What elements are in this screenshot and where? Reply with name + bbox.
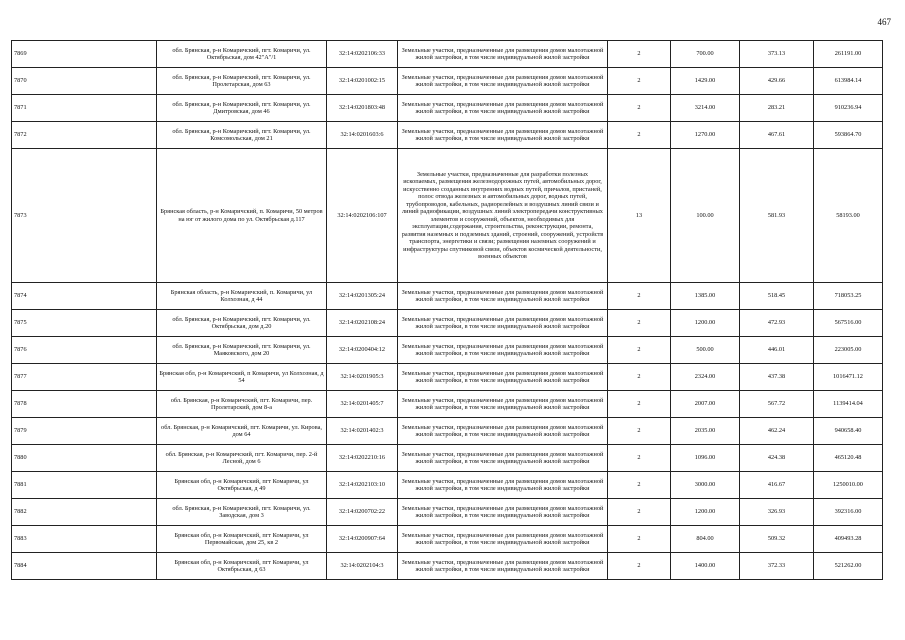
- land-category-cell: Земельные участки, предназначенные для размещения домов малоэтажной жилой застройки, в том числе индивидуальной жилой застройки: [398, 310, 608, 337]
- area-cell: 1400.00: [671, 553, 740, 580]
- category-code-cell: 2: [608, 445, 671, 472]
- address-cell: Брянская область, р-н Комаричский, п. Комаричи, ул Колхозная, д 44: [157, 283, 327, 310]
- table-row: [12, 149, 883, 283]
- address-cell: обл. Брянская, р-н Комаричский, пгт. Комаричи, ул. Маяковского, дом 20: [157, 337, 327, 364]
- table-row: [12, 499, 883, 526]
- row-number: 7869: [12, 41, 157, 68]
- cadastral-number-cell: 32:14:0201603:6: [327, 122, 398, 149]
- row-number: 7870: [12, 68, 157, 95]
- cadastral-number-cell: 32:14:0202103:10: [327, 472, 398, 499]
- land-category-cell: Земельные участки, предназначенные для размещения домов малоэтажной жилой застройки, в том числе индивидуальной жилой застройки: [398, 526, 608, 553]
- category-code-cell: 2: [608, 337, 671, 364]
- row-number: 7877: [12, 364, 157, 391]
- address-cell: обл. Брянская, р-н Комаричский, пгт. Комаричи, ул. Заводская, дом 3: [157, 499, 327, 526]
- row-number: 7879: [12, 418, 157, 445]
- row-number: 7884: [12, 553, 157, 580]
- unit-value-cell: 518.45: [740, 283, 814, 310]
- cadastral-number-cell: 32:14:0201002:15: [327, 68, 398, 95]
- cadastral-value-cell: 409493.28: [814, 526, 883, 553]
- address-cell: обл. Брянская, р-н Комаричский, пгт. Комаричи, ул. Кирова, дом 64: [157, 418, 327, 445]
- unit-value-cell: 509.32: [740, 526, 814, 553]
- category-code-cell: 2: [608, 526, 671, 553]
- address-cell: обл. Брянская, р-н Комаричский, пгт. Комаричи, ул. Пролетарская, дом 63: [157, 68, 327, 95]
- table-row: [12, 68, 883, 95]
- land-category-cell: Земельные участки, предназначенные для размещения домов малоэтажной жилой застройки, в том числе индивидуальной жилой застройки: [398, 95, 608, 122]
- unit-value-cell: 326.93: [740, 499, 814, 526]
- category-code-cell: 2: [608, 472, 671, 499]
- land-category-cell: Земельные участки, предназначенные для размещения домов малоэтажной жилой застройки, в том числе индивидуальной жилой застройки: [398, 445, 608, 472]
- cadastral-number-cell: 32:14:0201405:7: [327, 391, 398, 418]
- row-number: 7871: [12, 95, 157, 122]
- unit-value-cell: 437.38: [740, 364, 814, 391]
- land-category-cell: Земельные участки, предназначенные для размещения домов малоэтажной жилой застройки, в том числе индивидуальной жилой застройки: [398, 122, 608, 149]
- area-cell: 3000.00: [671, 472, 740, 499]
- row-number: 7880: [12, 445, 157, 472]
- area-cell: 1096.00: [671, 445, 740, 472]
- area-cell: 3214.00: [671, 95, 740, 122]
- table-body: [12, 41, 883, 580]
- table-row: [12, 526, 883, 553]
- cadastral-number-cell: 32:14:0202108:24: [327, 310, 398, 337]
- table-row: [12, 41, 883, 68]
- land-category-cell: Земельные участки, предназначенные для размещения домов малоэтажной жилой застройки, в том числе индивидуальной жилой застройки: [398, 499, 608, 526]
- cadastral-number-cell: 32:14:0201305:24: [327, 283, 398, 310]
- cadastral-value-cell: 567516.00: [814, 310, 883, 337]
- cadastral-value-cell: 593864.70: [814, 122, 883, 149]
- unit-value-cell: 472.93: [740, 310, 814, 337]
- cadastral-value-cell: 465120.48: [814, 445, 883, 472]
- unit-value-cell: 372.33: [740, 553, 814, 580]
- category-code-cell: 2: [608, 95, 671, 122]
- area-cell: 2007.00: [671, 391, 740, 418]
- category-code-cell: 2: [608, 391, 671, 418]
- land-category-cell: Земельные участки, предназначенные для размещения домов малоэтажной жилой застройки, в том числе индивидуальной жилой застройки: [398, 68, 608, 95]
- land-category-cell: Земельные участки, предназначенные для размещения домов малоэтажной жилой застройки, в том числе индивидуальной жилой застройки: [398, 337, 608, 364]
- category-code-cell: 2: [608, 68, 671, 95]
- table-row: [12, 391, 883, 418]
- unit-value-cell: 567.72: [740, 391, 814, 418]
- area-cell: 1429.00: [671, 68, 740, 95]
- cadastral-number-cell: 32:14:0202210:16: [327, 445, 398, 472]
- unit-value-cell: 467.61: [740, 122, 814, 149]
- area-cell: 2035.00: [671, 418, 740, 445]
- cadastral-value-cell: 392316.00: [814, 499, 883, 526]
- row-number: 7883: [12, 526, 157, 553]
- row-number: 7881: [12, 472, 157, 499]
- table-row: [12, 337, 883, 364]
- cadastral-value-cell: 718053.25: [814, 283, 883, 310]
- cadastral-value-cell: 910236.94: [814, 95, 883, 122]
- cadastral-number-cell: 32:14:0201402:3: [327, 418, 398, 445]
- area-cell: 100.00: [671, 149, 740, 283]
- area-cell: 700.00: [671, 41, 740, 68]
- unit-value-cell: 446.01: [740, 337, 814, 364]
- unit-value-cell: 416.67: [740, 472, 814, 499]
- area-cell: 1200.00: [671, 499, 740, 526]
- land-category-cell: Земельные участки, предназначенные для размещения домов малоэтажной жилой застройки, в том числе индивидуальной жилой застройки: [398, 418, 608, 445]
- land-category-cell: Земельные участки, предназначенные для разработки полезных ископаемых, размещения железнодорожных путей, автомобильных дорог, искусственно созданных внутренних водных путей, причалов, пристаней, полос отвода железных и автомобильных дорог, водных путей, трубопроводов, кабельных, радиорелейных и воздушных линий связи и линий радиофикации, воздушных линий электропередачи конструктивных элементов и сооружений, объектов, необходимых для эксплуатации,содержания, строительства, реконструкции, ремонта, развития наземных и подземных зданий, строений, сооружений, устройств транспорта, энергетики и связи; размещения наземных сооружений и инфраструктуры спутниковой связи, объектов космической деятельности, военных объектов: [398, 149, 608, 283]
- cadastral-number-cell: 32:14:0201905:3: [327, 364, 398, 391]
- land-category-cell: Земельные участки, предназначенные для размещения домов малоэтажной жилой застройки, в том числе индивидуальной жилой застройки: [398, 364, 608, 391]
- cadastral-value-cell: 613984.14: [814, 68, 883, 95]
- address-cell: обл. Брянская, р-н Комаричский, пгт. Комаричи, ул. Комсомольская, дом 21: [157, 122, 327, 149]
- cadastral-value-table: [11, 40, 883, 580]
- area-cell: 1385.00: [671, 283, 740, 310]
- unit-value-cell: 283.21: [740, 95, 814, 122]
- cadastral-number-cell: 32:14:0201803:48: [327, 95, 398, 122]
- land-category-cell: Земельные участки, предназначенные для размещения домов малоэтажной жилой застройки, в том числе индивидуальной жилой застройки: [398, 553, 608, 580]
- cadastral-value-cell: 940658.40: [814, 418, 883, 445]
- area-cell: 1200.00: [671, 310, 740, 337]
- cadastral-number-cell: 32:14:0200907:64: [327, 526, 398, 553]
- row-number: 7875: [12, 310, 157, 337]
- table-row: [12, 418, 883, 445]
- category-code-cell: 2: [608, 553, 671, 580]
- land-category-cell: Земельные участки, предназначенные для размещения домов малоэтажной жилой застройки, в том числе индивидуальной жилой застройки: [398, 283, 608, 310]
- table-row: [12, 122, 883, 149]
- cadastral-value-cell: 1250010.00: [814, 472, 883, 499]
- area-cell: 2324.00: [671, 364, 740, 391]
- unit-value-cell: 462.24: [740, 418, 814, 445]
- land-category-cell: Земельные участки, предназначенные для размещения домов малоэтажной жилой застройки, в том числе индивидуальной жилой застройки: [398, 41, 608, 68]
- category-code-cell: 2: [608, 499, 671, 526]
- table-row: [12, 364, 883, 391]
- category-code-cell: 2: [608, 41, 671, 68]
- table-row: [12, 283, 883, 310]
- cadastral-value-cell: 223005.00: [814, 337, 883, 364]
- cadastral-number-cell: 32:14:0202106:33: [327, 41, 398, 68]
- address-cell: Брянская область, р-н Комаричский, п. Комаричи, 50 метров на юг от жилого дома по ул. Октябрьская д.117: [157, 149, 327, 283]
- address-cell: обл. Брянская, р-н Комаричский, пгт. Комаричи, ул. Дмитровская, дом 46: [157, 95, 327, 122]
- category-code-cell: 13: [608, 149, 671, 283]
- cadastral-number-cell: 32:14:0202104:3: [327, 553, 398, 580]
- area-cell: 804.00: [671, 526, 740, 553]
- row-number: 7873: [12, 149, 157, 283]
- category-code-cell: 2: [608, 122, 671, 149]
- address-cell: Брянская обл, р-н Комаричский, пгт Комаричи, ул Октябрьская, д 49: [157, 472, 327, 499]
- category-code-cell: 2: [608, 364, 671, 391]
- table-row: [12, 553, 883, 580]
- row-number: 7876: [12, 337, 157, 364]
- address-cell: Брянская обл, р-н Комаричский, пгт Комаричи, ул Октябрьская, д 63: [157, 553, 327, 580]
- row-number: 7872: [12, 122, 157, 149]
- cadastral-number-cell: 32:14:0200404:12: [327, 337, 398, 364]
- address-cell: Брянская обл, р-н Комаричский, п Комаричи, ул Колхозная, д 54: [157, 364, 327, 391]
- unit-value-cell: 424.38: [740, 445, 814, 472]
- table-row: [12, 310, 883, 337]
- address-cell: Брянская обл, р-н Комаричский, пгт Комаричи, ул Первомайская, дом 25, кв 2: [157, 526, 327, 553]
- cadastral-value-cell: 1016471.12: [814, 364, 883, 391]
- cadastral-number-cell: 32:14:0200702:22: [327, 499, 398, 526]
- row-number: 7874: [12, 283, 157, 310]
- cadastral-value-cell: 58193.00: [814, 149, 883, 283]
- table-row: [12, 95, 883, 122]
- row-number: 7878: [12, 391, 157, 418]
- land-category-cell: Земельные участки, предназначенные для размещения домов малоэтажной жилой застройки, в том числе индивидуальной жилой застройки: [398, 391, 608, 418]
- area-cell: 1270.00: [671, 122, 740, 149]
- row-number: 7882: [12, 499, 157, 526]
- cadastral-value-cell: 261191.00: [814, 41, 883, 68]
- category-code-cell: 2: [608, 283, 671, 310]
- address-cell: обл. Брянская, р-н Комаричский, пгт. Комаричи, ул. Октябрьская, дом 42"А"/1: [157, 41, 327, 68]
- address-cell: обл. Брянская, р-н Комаричский, пгт. Комаричи, пер. 2-й Лесной, дом 6: [157, 445, 327, 472]
- cadastral-value-cell: 521262.00: [814, 553, 883, 580]
- cadastral-value-cell: 1139414.04: [814, 391, 883, 418]
- category-code-cell: 2: [608, 310, 671, 337]
- unit-value-cell: 429.66: [740, 68, 814, 95]
- unit-value-cell: 581.93: [740, 149, 814, 283]
- land-category-cell: Земельные участки, предназначенные для размещения домов малоэтажной жилой застройки, в том числе индивидуальной жилой застройки: [398, 472, 608, 499]
- unit-value-cell: 373.13: [740, 41, 814, 68]
- table-row: [12, 445, 883, 472]
- area-cell: 500.00: [671, 337, 740, 364]
- page-number: 467: [877, 17, 891, 27]
- cadastral-number-cell: 32:14:0202106:107: [327, 149, 398, 283]
- category-code-cell: 2: [608, 418, 671, 445]
- address-cell: обл. Брянская, р-н Комаричский, пгт. Комаричи, пер. Пролетарский, дом 8-а: [157, 391, 327, 418]
- table-row: [12, 472, 883, 499]
- address-cell: обл. Брянская, р-н Комаричский, пгт. Комаричи, ул. Октябрьская, дом д.20: [157, 310, 327, 337]
